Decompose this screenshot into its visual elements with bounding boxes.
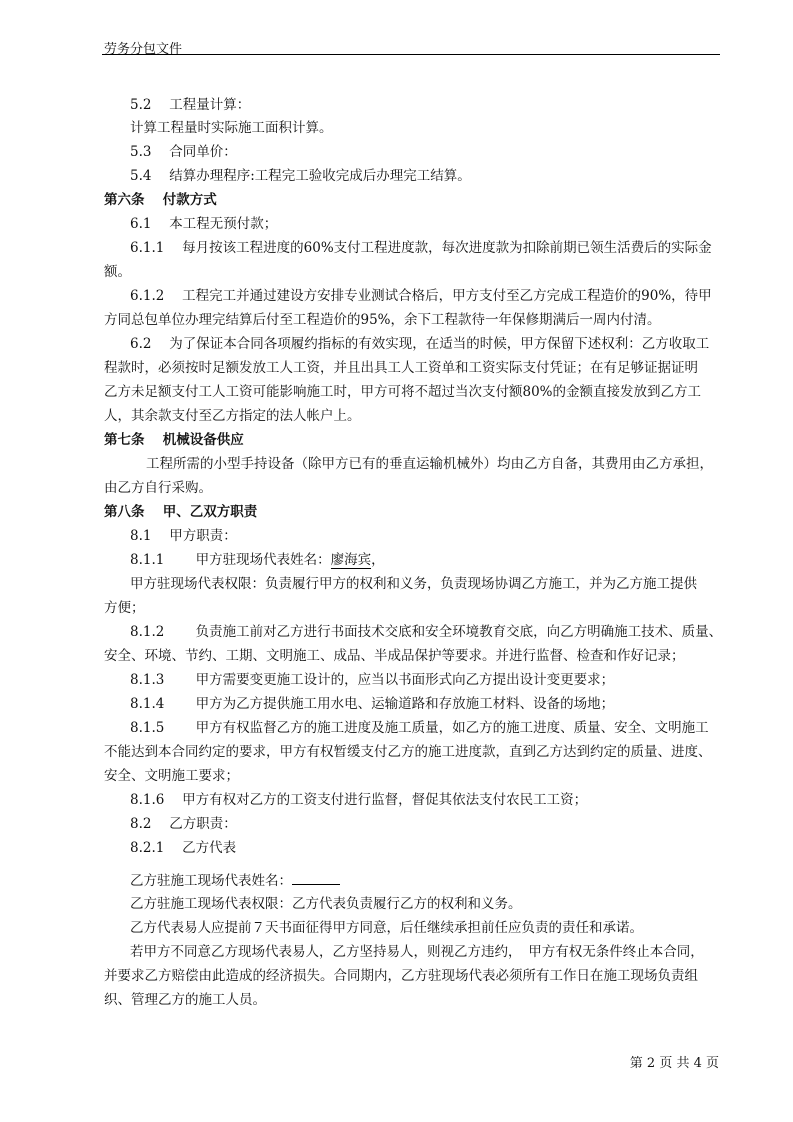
line-text: 方便； (104, 600, 145, 616)
text-line (130, 791, 587, 809)
text-line (130, 671, 614, 689)
line-text: 8.1.2 负责施工前对乙方进行书面技术交底和安全环境教育交底，向乙方明确施工技术、质量、 (130, 624, 723, 640)
document-header: 劳务分包文件 (104, 42, 183, 57)
text-line (130, 895, 522, 913)
text-line (130, 695, 614, 713)
line-text: 方同总包单位办理完结算后付至工程造价的95%，余下工程款待一年保修期满后一周内付清。 (104, 312, 661, 328)
text-line (130, 335, 709, 353)
text-line (104, 767, 239, 785)
line-text: 程款时，必须按时足额发放工人工资，并且出具工人工资单和工资实际支付凭证；在有足够证据证明 (104, 360, 698, 376)
text-line (130, 96, 250, 114)
line-text: 乙方驻施工现场代表姓名： (130, 873, 292, 889)
line-text: 并要求乙方赔偿由此造成的经济损失。合同期内，乙方驻现场代表必须所有工作日在施工现场负责组 (104, 968, 698, 984)
text-line (130, 527, 237, 545)
text-line (130, 143, 237, 161)
line-text: 6.1.2 工程完工并通过建设方安排专业测试合格后，甲方支付至乙方完成工程造价的90%，待甲 (130, 288, 712, 304)
line-text: 5.4 结算办理程序:工程完工验收完成后办理完工结算。 (130, 168, 471, 184)
line-text: 5.2 工程量计算： (130, 97, 251, 113)
text-line (130, 919, 643, 937)
text-line (104, 743, 712, 761)
line-text: 8.2.1 乙方代表 (130, 840, 237, 856)
line-text: 甲方驻现场代表权限：负责履行甲方的权利和义务，负责现场协调乙方施工，并为乙方施工提供 (130, 576, 697, 592)
line-text: 由乙方自行采购。 (104, 480, 212, 496)
text-line (130, 575, 697, 593)
line-text: 6.1.1 每月按该工程进度的60%支付工程进度款，每次进度款为扣除前期已领生活费后的实际金 (130, 240, 712, 256)
line-text: 8.1.5 甲方有权监督乙方的施工进度及施工质量，如乙方的施工进度、质量、安全、文明施工 (130, 720, 709, 736)
line-text: 6.2 为了保证本合同各项履约指标的有效实现，在适当的时候，甲方保留下述权利：乙方收取工 (130, 336, 710, 352)
text-line (130, 839, 236, 857)
line-text: 8.1.6 甲方有权对乙方的工资支付进行监督，督促其依法支付农民工工资； (130, 792, 588, 808)
line-text: 工程所需的小型手持设备（除甲方已有的垂直运输机械外）均由乙方自备，其费用由乙方承担， (146, 456, 713, 472)
text-line (130, 287, 712, 305)
text-line (130, 623, 722, 641)
text-line (130, 815, 237, 833)
text-line (104, 359, 698, 377)
header-rule (102, 54, 720, 55)
representative-name: 廖海宾 (330, 552, 372, 568)
line-text: 8.1.3 甲方需要变更施工设计的，应当以书面形式向乙方提出设计变更要求； (130, 672, 615, 688)
line-text: 第七条 机械设备供应 (104, 432, 244, 448)
line-text: 第六条 付款方式 (104, 192, 217, 208)
article-heading (104, 503, 257, 521)
line-text: 人，其余款支付至乙方指定的法人帐户上。 (104, 408, 361, 424)
line-text: 第八条 甲、乙双方职责 (104, 504, 258, 520)
text-line (130, 167, 471, 185)
text-line (130, 119, 333, 137)
line-text: 5.3 合同单价： (130, 144, 237, 160)
line-text: 乙方代表易人应提前７天书面征得甲方同意，后任继续承担前任应负责的责任和承诺。 (130, 920, 643, 936)
article-heading (104, 431, 244, 449)
line-text: 8.1 甲方职责： (130, 528, 237, 544)
text-line (104, 599, 145, 617)
line-text: 乙方未足额支付工人工资可能影响施工时，甲方可将不超过当次支付额80%的金额直接发放到乙方工 (104, 384, 702, 400)
text-line (104, 647, 685, 665)
text-line (130, 871, 340, 890)
line-text: 额。 (104, 264, 131, 280)
line-text: 6.1 本工程无预付款； (130, 216, 278, 232)
text-line (130, 239, 712, 257)
text-line (130, 943, 704, 961)
line-text: 乙方驻施工现场代表权限：乙方代表负责履行乙方的权利和义务。 (130, 896, 522, 912)
text-line (104, 383, 701, 401)
line-text: 8.1.4 甲方为乙方提供施工用水电、运输道路和存放施工材料、设备的场地； (130, 696, 615, 712)
line-text: 不能达到本合同约定的要求，甲方有权暂缓支付乙方的施工进度款，直到乙方达到约定的质量、进度、 (104, 744, 712, 760)
text-line (130, 719, 709, 737)
line-text: 安全、环境、节约、工期、文明施工、成品、半成品保护等要求。并进行监督、检查和作好记录； (104, 648, 685, 664)
line-text: 8.2 乙方职责： (130, 816, 237, 832)
line-text: 8.1.1 甲方驻现场代表姓名： (130, 552, 331, 568)
text-line (146, 455, 713, 473)
line-text: 计算工程量时实际施工面积计算。 (130, 120, 333, 136)
line-punctuation: ， (371, 552, 385, 568)
text-line (104, 311, 661, 329)
line-text: 若甲方不同意乙方现场代表易人，乙方坚持易人，则视乙方违约， 甲方有权无条件终止本合同， (130, 944, 704, 960)
text-line (104, 479, 212, 497)
text-line (130, 551, 385, 569)
line-text: 安全、文明施工要求； (104, 768, 239, 784)
line-text: 织、管理乙方的施工人员。 (104, 992, 266, 1008)
text-line (104, 967, 698, 985)
text-line (104, 407, 361, 425)
text-line (104, 991, 266, 1009)
blank-field (292, 871, 340, 885)
text-line (104, 263, 131, 281)
article-heading (104, 191, 217, 209)
page-number: 第 2 页 共 4 页 (629, 1056, 719, 1071)
text-line (130, 215, 277, 233)
